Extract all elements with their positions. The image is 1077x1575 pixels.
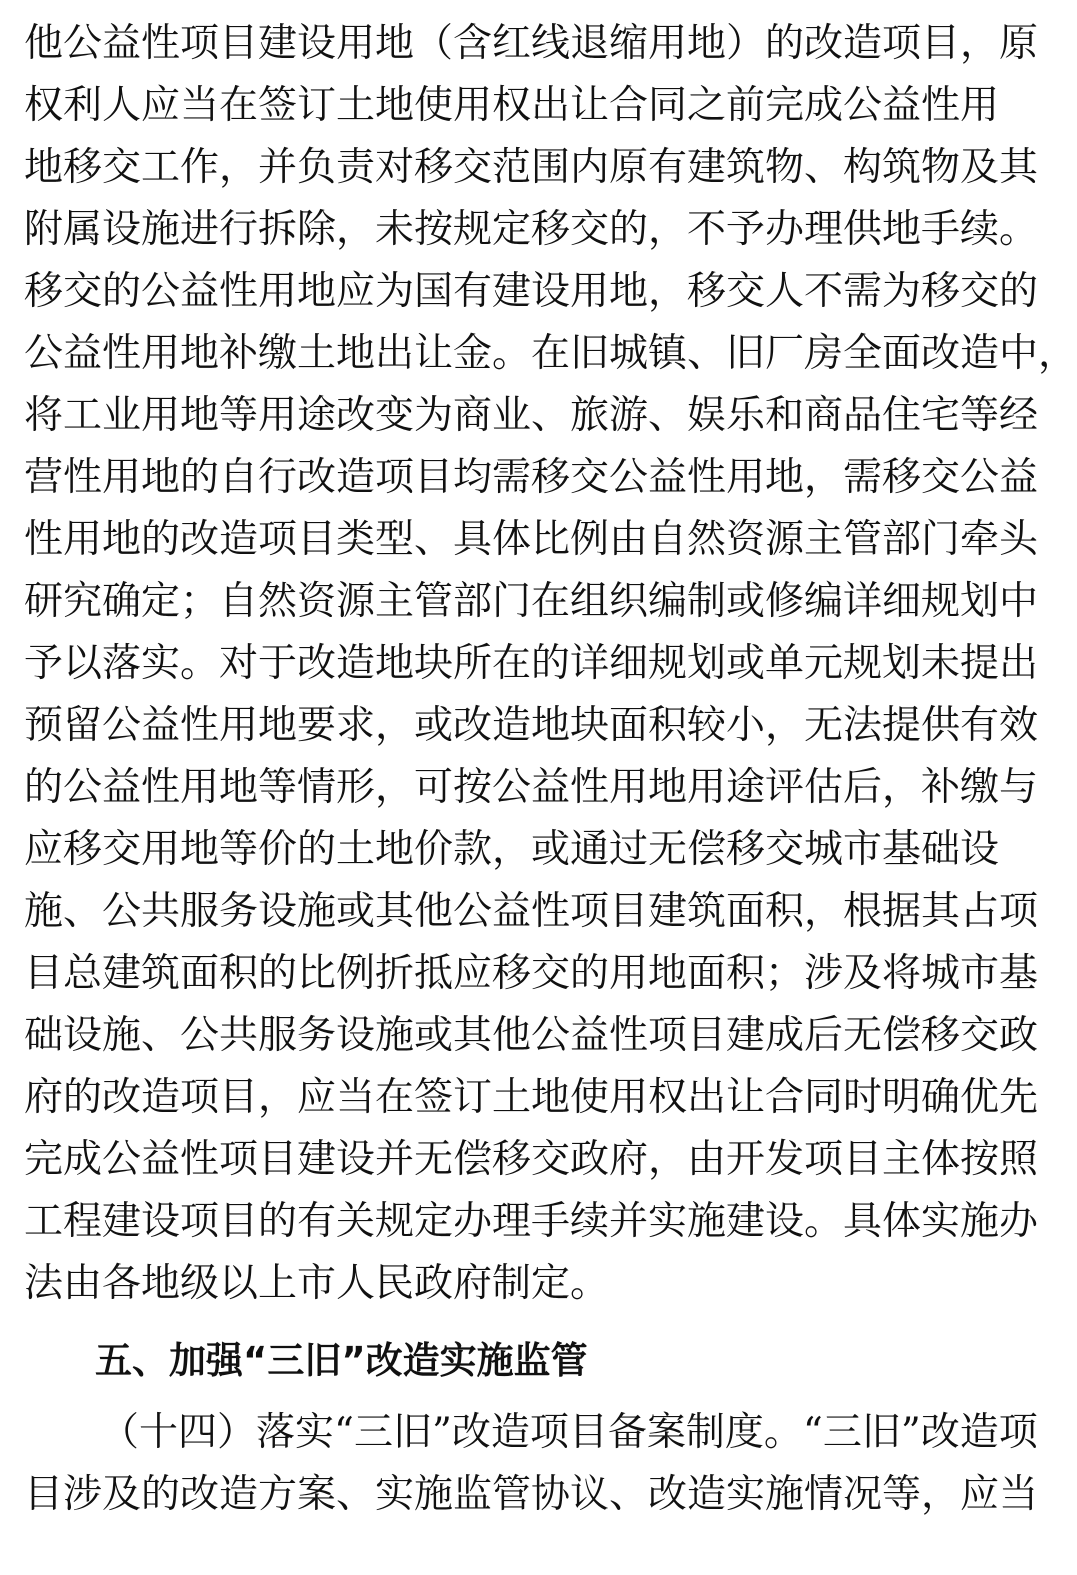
paragraph-line: 予以落实。对于改造地块所在的详细规划或单元规划未提出 <box>24 641 1039 686</box>
paragraph-line: 完成公益性项目建设并无偿移交政府，由开发项目主体按照 <box>24 1137 1039 1182</box>
paragraph-line: 附属设施进行拆除，未按规定移交的，不予办理供地手续。 <box>24 207 1039 252</box>
paragraph-line: 施、公共服务设施或其他公益性项目建筑面积，根据其占项 <box>24 889 1039 934</box>
paragraph-line: 营性用地的自行改造项目均需移交公益性用地，需移交公益 <box>24 455 1039 500</box>
paragraph-line: 目总建筑面积的比例折抵应移交的用地面积；涉及将城市基 <box>24 951 1039 996</box>
paragraph-line: 权利人应当在签订土地使用权出让合同之前完成公益性用 <box>24 83 1000 128</box>
paragraph-line: 移交的公益性用地应为国有建设用地，移交人不需为移交的 <box>24 269 1039 314</box>
paragraph-line: 性用地的改造项目类型、具体比例由自然资源主管部门牵头 <box>24 517 1039 562</box>
paragraph-line: 预留公益性用地要求，或改造地块面积较小，无法提供有效 <box>24 703 1039 748</box>
section-heading: 五、加强“三旧”改造实施监管 <box>95 1339 588 1382</box>
subsection-first-line: （十四）落实“三旧”改造项目备案制度。“三旧”改造项 <box>100 1410 1038 1455</box>
paragraph-last-line: 法由各地级以上市人民政府制定。 <box>24 1261 610 1306</box>
paragraph-line: 公益性用地补缴土地出让金。在旧城镇、旧厂房全面改造中， <box>24 331 1077 376</box>
paragraph-line: 的公益性用地等情形，可按公益性用地用途评估后，补缴与 <box>24 765 1039 810</box>
paragraph-line: 础设施、公共服务设施或其他公益性项目建成后无偿移交政 <box>24 1013 1039 1058</box>
paragraph-line: 研究确定；自然资源主管部门在组织编制或修编详细规划中 <box>24 579 1039 624</box>
paragraph-line: 他公益性项目建设用地（含红线退缩用地）的改造项目，原 <box>24 21 1039 66</box>
paragraph-line: 将工业用地等用途改变为商业、旅游、娱乐和商品住宅等经 <box>24 393 1039 438</box>
paragraph-line: 府的改造项目，应当在签订土地使用权出让合同时明确优先 <box>24 1075 1039 1120</box>
paragraph-line: 工程建设项目的有关规定办理手续并实施建设。具体实施办 <box>24 1199 1039 1244</box>
paragraph-line: 应移交用地等价的土地价款，或通过无偿移交城市基础设 <box>24 827 1000 872</box>
paragraph-line: 地移交工作，并负责对移交范围内原有建筑物、构筑物及其 <box>24 145 1039 190</box>
subsection-line: 目涉及的改造方案、实施监管协议、改造实施情况等，应当 <box>24 1472 1039 1517</box>
